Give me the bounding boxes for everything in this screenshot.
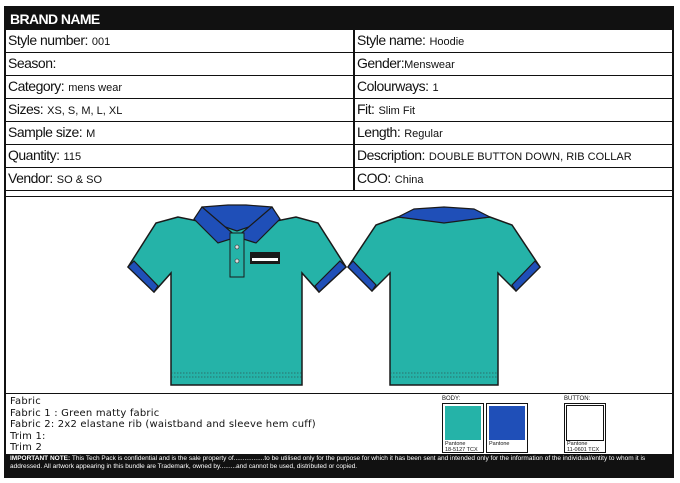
fit-label: Fit: [357,101,375,117]
style-number-label: Style number: [8,32,88,48]
sizes-value: XS, S, M, L, XL [47,105,123,117]
style-name-label: Style name: [357,32,426,48]
coo-cell [355,168,672,190]
style-number-value: 001 [91,36,111,48]
gender-label: Gender: [357,55,405,71]
trim-1: Trim 1: [10,430,46,442]
season-label: Season: [8,55,56,71]
description-value: DOUBLE BUTTON DOWN, RIB COLLAR [428,151,632,163]
color-swatch [442,403,484,453]
fabric-section [6,394,672,454]
style-name-cell [355,30,672,52]
brand-name: BRAND NAME [6,8,672,30]
spec-row [6,99,672,122]
pantone-code: 11-0601 TCX [567,447,600,453]
length-value: Regular [404,128,443,140]
fabric-1: Fabric 1 : Green matty fabric [10,407,160,419]
vendor-cell [6,168,355,190]
spec-row [6,53,672,76]
notice-lead: IMPORTANT NOTE: [10,455,71,462]
spec-row [6,168,672,191]
coo-value: China [394,174,424,186]
spec-row [6,145,672,168]
colourways-cell [355,76,672,98]
sample-size-label: Sample size: [8,124,83,140]
category-value: mens wear [68,82,122,94]
button-swatches [564,396,608,453]
spec-row [6,30,672,53]
quantity-value: 115 [63,151,82,163]
color-swatch [564,403,606,453]
swatch-chip [489,406,525,440]
style-number-cell [6,30,355,52]
coo-label: COO: [357,170,391,186]
body-swatches [442,396,530,453]
fit-cell [355,99,672,121]
length-label: Length: [357,124,401,140]
style-name-value: Hoodie [429,36,465,48]
spec-row [6,76,672,99]
length-cell [355,122,672,144]
trim-2: Trim 2 [10,442,43,454]
gender-value: Menswear [404,59,455,71]
colourways-label: Colourways: [357,78,429,94]
category-label: Category: [8,78,65,94]
polo-shirt-flats [6,197,672,393]
polo-back-view [348,207,540,385]
pantone-code: 18-5127 TCX [445,447,478,453]
swatch-chip [445,406,481,440]
swatch-chip [567,406,603,440]
sizes-cell [6,99,355,121]
description-cell [355,145,672,167]
fit-value: Slim Fit [378,105,416,117]
garment-sketch-area [6,196,672,394]
gender-cell [355,53,672,75]
vendor-value: SO & SO [56,174,103,186]
description-label: Description: [357,147,425,163]
sizes-label: Sizes: [8,101,44,117]
sample-size-cell [6,122,355,144]
category-cell [6,76,355,98]
season-cell [6,53,355,75]
button-swatch-label: BUTTON: [564,396,591,402]
fabric-heading: Fabric [10,396,41,407]
spec-table [6,30,672,191]
vendor-label: Vendor: [8,170,53,186]
fabric-notes [10,396,316,454]
sample-size-value: M [86,128,96,140]
spec-row [6,122,672,145]
pantone-name: Pantone [445,441,466,447]
tech-pack-sheet [4,6,674,478]
pantone-name: Pantone [567,441,588,447]
colourways-value: 1 [432,82,439,94]
body-swatch-label: BODY: [442,396,461,402]
pantone-name: Pantone [489,441,510,447]
quantity-label: Quantity: [8,147,60,163]
color-swatch [486,403,528,453]
polo-front-view [128,205,346,385]
fabric-2: Fabric 2: 2x2 elastane rib (waistband and sleeve hem cuff) [10,419,316,431]
notice-text: This Tech Pack is confidential and is the sale property of.................to be utilised only for the purpose for which it has been sent and intended only for the information of the individual/entity to whom it is addressed. All artwork appearing in this bundle are Trademark, owned by.........and cannot be used, distributed or copied. [10,455,646,470]
quantity-cell [6,145,355,167]
confidentiality-notice [6,454,672,478]
